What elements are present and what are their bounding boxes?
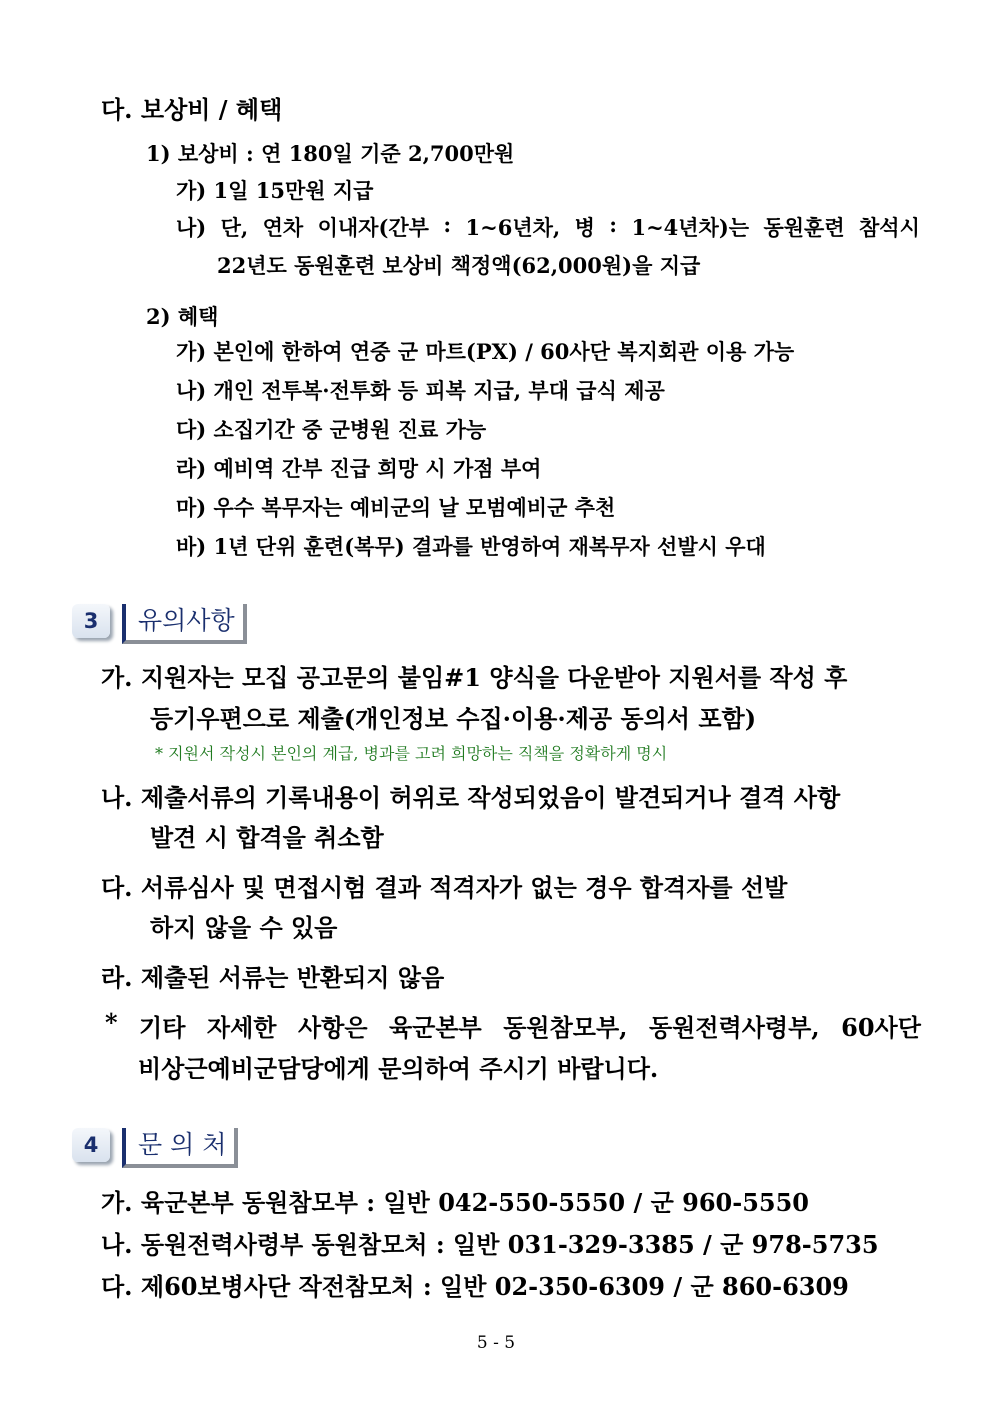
notice-note: * 지원서 작성시 본인의 계급, 병과를 고려 희망하는 직책을 정확하게 명시 [155,744,668,763]
compensation-title: 1) 보상비 : 연 180일 기준 2,700만원 [146,141,515,166]
notice-etc [105,1008,921,1043]
compensation-item-b-word: 1~6년차, [465,215,561,240]
contact-item: 가. 육군본부 동원참모부 : 일반 042-550-5550 / 군 960-5550 [101,1188,809,1217]
notice-item-c: 다. 서류심사 및 면접시험 결과 적격자가 없는 경우 합격자를 선발 [101,873,788,902]
compensation-item-b-word: 단, [220,215,249,240]
page-number: 5 - 5 [476,1333,516,1353]
notice-etc-word: 육군본부 [389,1013,482,1042]
notice-etc-word: 자세한 [206,1013,277,1042]
compensation-item-a: 가) 1일 15만원 지급 [176,178,374,203]
compensation-item-b-cont: 22년도 동원훈련 보상비 책정액(62,000원)을 지급 [217,253,701,278]
section-4-number: 4 [72,1128,110,1162]
compensation-item-b-word: 이내자(간부 [317,215,429,240]
benefits-title: 2) 혜택 [146,304,219,329]
benefits-item: 바) 1년 단위 훈련(복무) 결과를 반영하여 재복무자 선발시 우대 [176,534,766,559]
contact-item: 다. 제60보병사단 작전참모처 : 일반 02-350-6309 / 군 860-6309 [101,1272,849,1301]
notice-item-c-cont: 하지 않을 수 있음 [150,913,338,942]
notice-etc-word: 사항은 [297,1013,368,1042]
compensation-item-b-word: : [609,212,618,237]
notice-item-a-cont: 등기우편으로 제출(개인정보 수집·이용·제공 동의서 포함) [150,704,757,733]
notice-item-a: 가. 지원자는 모집 공고문의 붙임#1 양식을 다운받아 지원서를 작성 후 [101,663,848,692]
notice-etc-word: 동원참모부, [503,1013,628,1042]
compensation-item-b-word: 연차 [262,215,304,240]
notice-etc-word: 기타 [139,1013,186,1042]
notice-etc-word: 동원전력사령부, [649,1013,820,1042]
notice-item-b: 나. 제출서류의 기록내용이 허위로 작성되었음이 발견되거나 결격 사항 [101,783,841,812]
benefits-item: 라) 예비역 간부 진급 희망 시 가점 부여 [176,456,542,481]
notice-item-d: 라. 제출된 서류는 반환되지 않음 [101,963,445,992]
benefits-item: 나) 개인 전투복·전투화 등 피복 지급, 부대 급식 제공 [176,378,665,403]
notice-etc-word: * [105,1008,118,1037]
compensation-item-b-word: 1~4년차)는 [631,215,750,240]
notice-item-b-cont: 발견 시 합격을 취소함 [150,823,384,852]
notice-etc-cont: 비상근예비군담당에게 문의하여 주시기 바랍니다. [138,1054,659,1083]
compensation-item-b-word: : [443,212,452,237]
compensation-item-b-word: 참석시 [859,215,920,240]
section-3-title: 유의사항 [122,604,247,644]
benefits-item: 마) 우수 복무자는 예비군의 날 모범예비군 추천 [176,495,616,520]
compensation-item-b-word: 동원훈련 [763,215,845,240]
compensation-item-b [176,212,920,242]
benefits-item: 가) 본인에 한하여 연중 군 마트(PX) / 60사단 복지회관 이용 가능 [176,339,795,364]
section-4-title: 문 의 처 [122,1128,238,1168]
section-3-number: 3 [72,604,110,638]
compensation-item-b-word: 병 [574,215,595,240]
benefits-item: 다) 소집기간 중 군병원 진료 가능 [176,417,487,442]
compensation-item-b-word: 나) [176,215,207,240]
contact-item: 나. 동원전력사령부 동원참모처 : 일반 031-329-3385 / 군 978-5735 [101,1230,879,1259]
benefits-heading: 다. 보상비 / 혜택 [101,95,283,124]
notice-etc-word: 60사단 [841,1013,921,1042]
